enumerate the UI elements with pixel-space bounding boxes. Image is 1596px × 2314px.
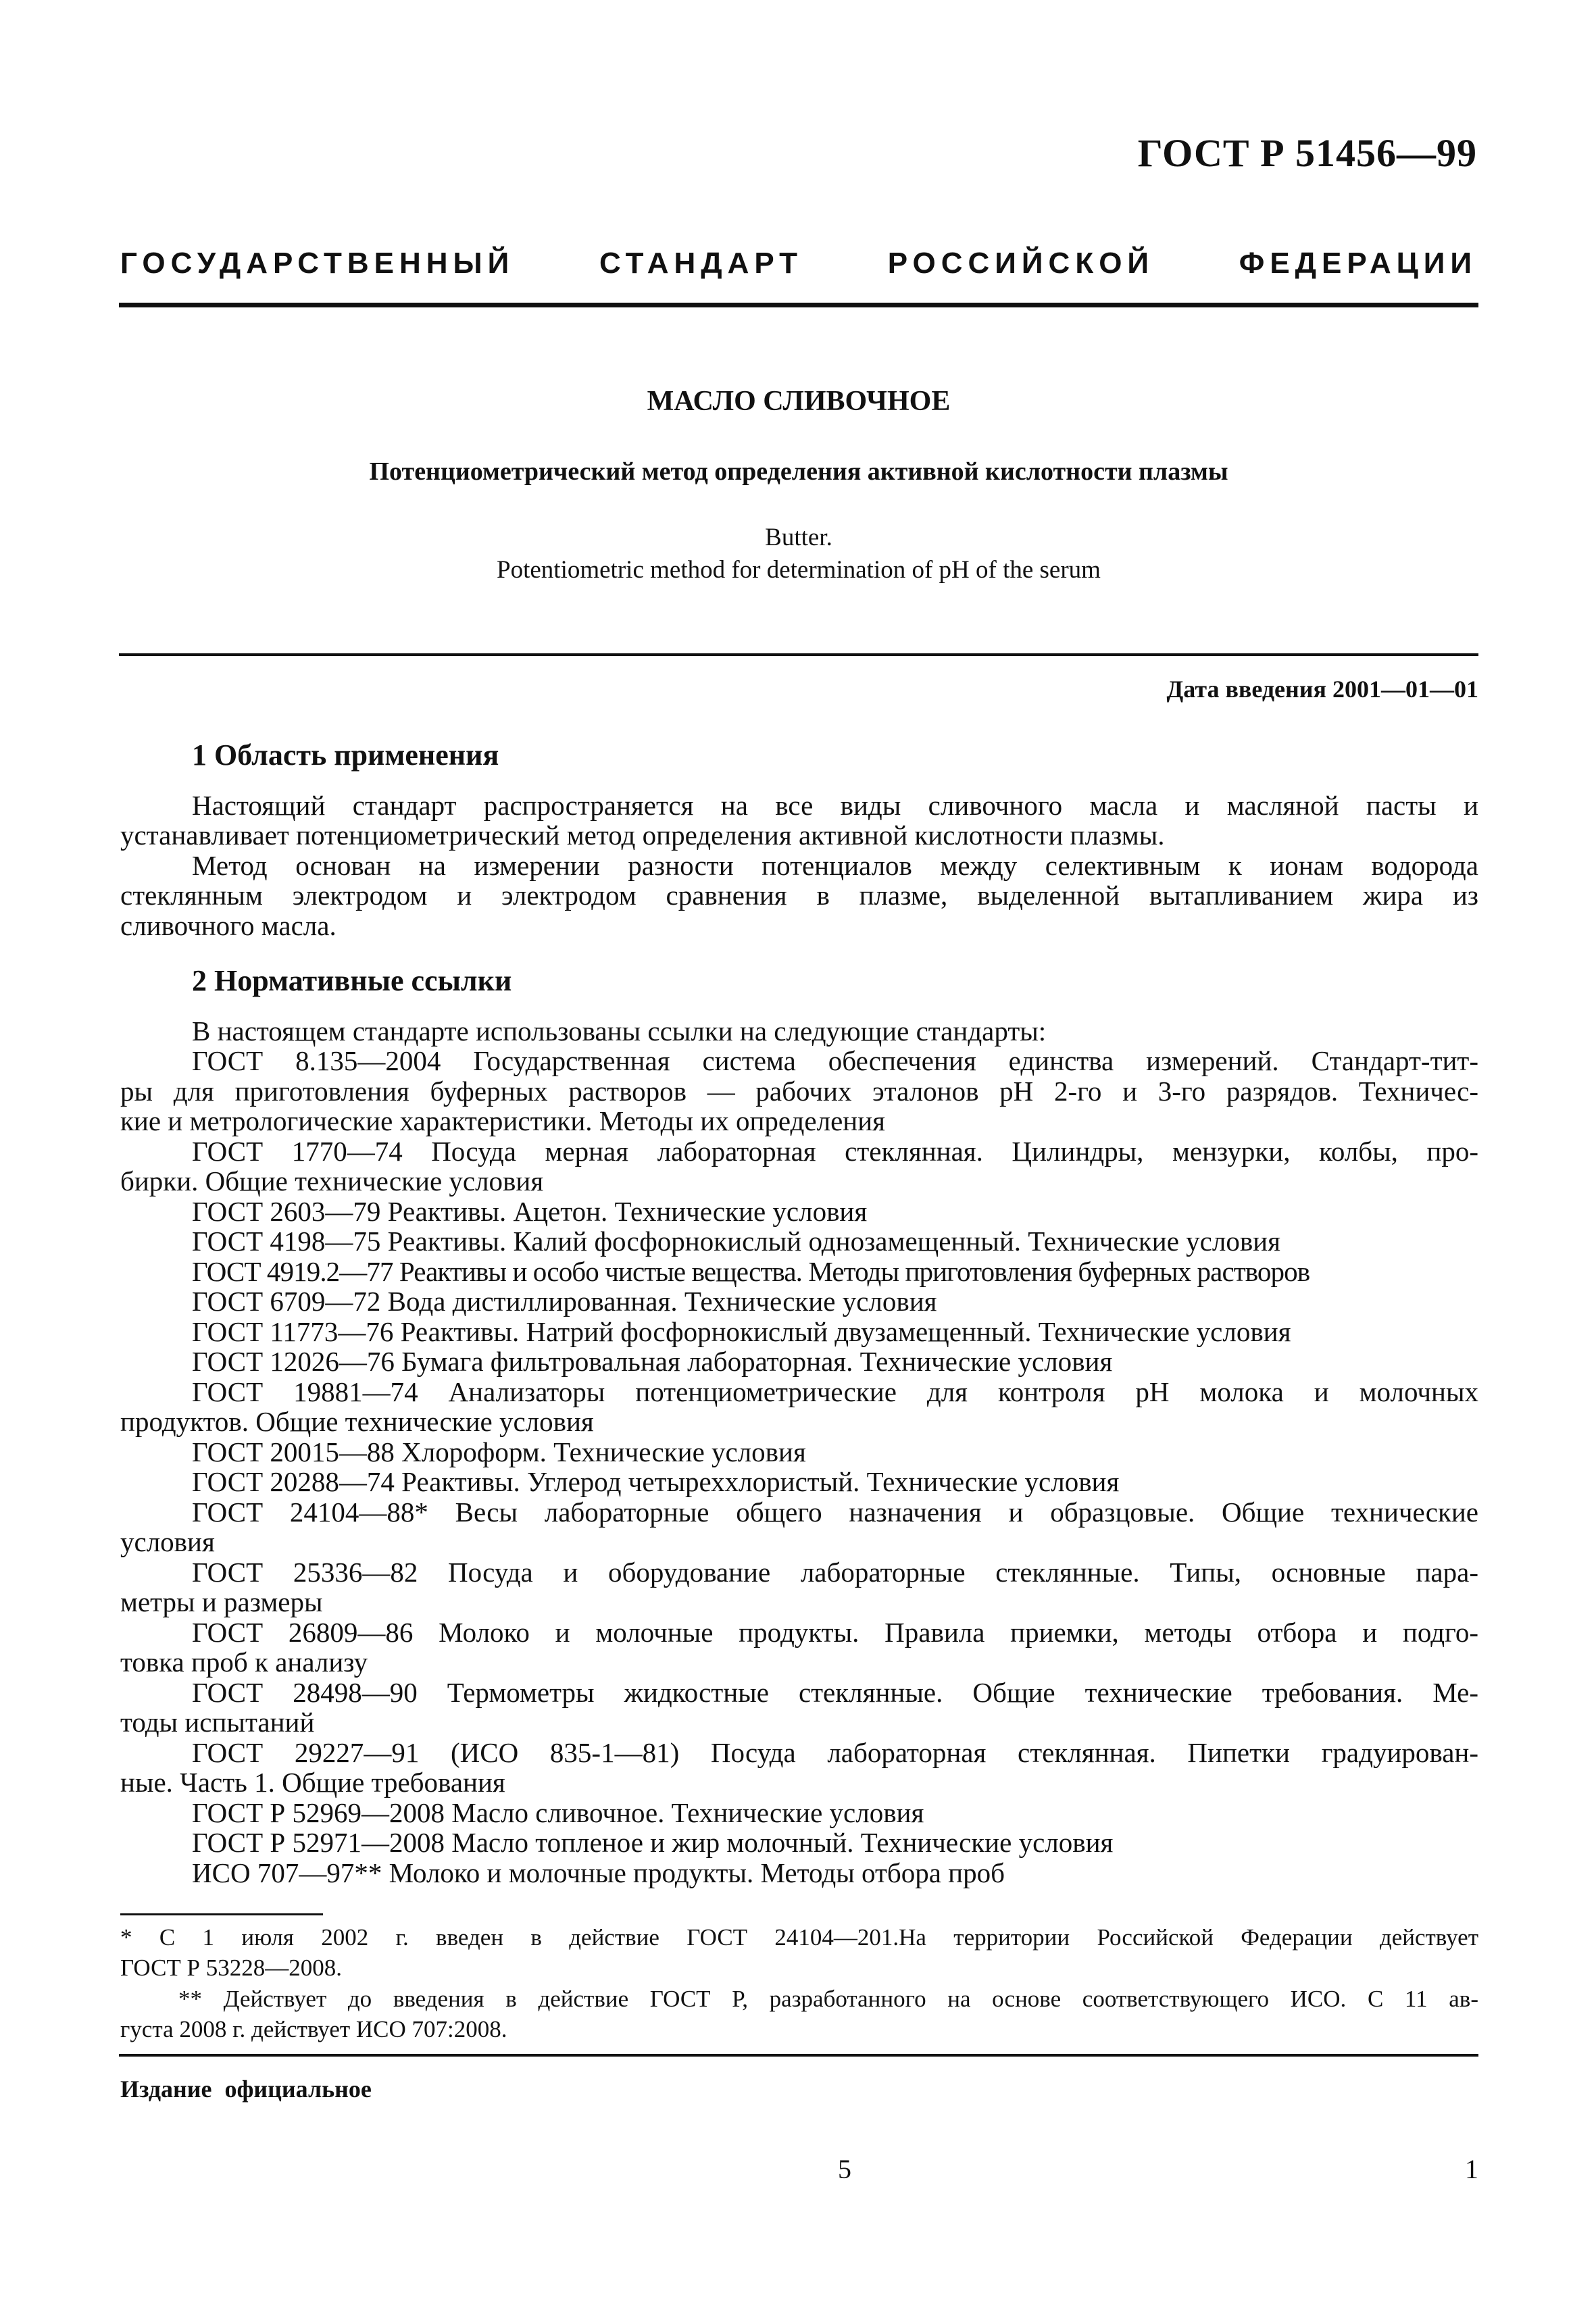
section-2-line: метры и размеры (120, 1586, 323, 1617)
section-2-line: ГОСТ 11773—76 Реактивы. Натрий фосфорнокислый двузамещенный. Технические условия (192, 1316, 1291, 1347)
section-2-line: ГОСТ 24104—88* Весы лабораторные общего назначения и образцовые. Общие технические (192, 1496, 1478, 1528)
section-2-line: ГОСТ 4919.2—77 Реактивы и особо чистые вещества. Методы приготовления буферных растворов (192, 1256, 1310, 1287)
section-2-line: ГОСТ 1770—74 Посуда мерная лабораторная стеклянная. Цилиндры, мензурки, колбы, про- (192, 1136, 1478, 1167)
introduction-date: Дата введения 2001—01—01 (1166, 676, 1478, 703)
section-2-line: ГОСТ 8.135—2004 Государственная система обеспечения единства измерений. Стандарт-тит- (192, 1045, 1478, 1076)
document-title: МАСЛО СЛИВОЧНОЕ (647, 386, 951, 417)
state-standard-heading: ГОСУДАРСТВЕННЫЙ СТАНДАРТ РОССИЙСКОЙ ФЕДЕРАЦИИ (120, 247, 1477, 280)
section-2-line: кие и метрологические характеристики. Методы их определения (120, 1105, 886, 1136)
english-title (119, 522, 1478, 586)
section-1-line: Метод основан на измерении разности потенциалов между селективным к ионам водорода (192, 850, 1478, 881)
title-divider (119, 653, 1478, 656)
section-2-line: тоды испытаний (120, 1707, 315, 1738)
section-2-line: ГОСТ Р 52969—2008 Масло сливочное. Технические условия (192, 1797, 924, 1828)
footer-divider (119, 2054, 1478, 2057)
section-2-line: ГОСТ 2603—79 Реактивы. Ацетон. Технические условия (192, 1196, 868, 1227)
document-number: ГОСТ Р 51456—99 (1137, 131, 1477, 175)
section-2-heading: 2 Нормативные ссылки (192, 964, 512, 997)
section-2-line: ГОСТ 20288—74 Реактивы. Углерод четыреххлористый. Технические условия (192, 1466, 1120, 1497)
section-2-line: ГОСТ 29227—91 (ИСО 835-1—81) Посуда лабораторная стеклянная. Пипетки градуирован- (192, 1737, 1478, 1768)
section-2-line: товка проб к анализу (120, 1646, 368, 1678)
page-number-right: 1 (1465, 2154, 1478, 2184)
section-2-line: ры для приготовления буферных растворов — рабочих эталонов pH 2-го и 3-го разрядов. Техничес- (120, 1076, 1478, 1107)
section-1-line: стеклянным электродом и электродом сравнения в плазме, выделенной вытапливанием жира из (120, 880, 1478, 911)
section-1-heading: 1 Область применения (192, 738, 499, 772)
document-subtitle: Потенциометрический метод определения активной кислотности плазмы (369, 457, 1228, 486)
footnote-line: ГОСТ Р 53228—2008. (120, 1955, 343, 1981)
section-2-line: ГОСТ 25336—82 Посуда и оборудование лабораторные стеклянные. Типы, основные пара- (192, 1557, 1478, 1588)
edition-label: Издание официальное (120, 2076, 372, 2103)
section-2-line: ГОСТ 28498—90 Термометры жидкостные стеклянные. Общие технические требования. Ме- (192, 1677, 1478, 1708)
section-2-line: ИСО 707—97** Молоко и молочные продукты. Методы отбора проб (192, 1857, 1005, 1888)
footnote-line: густа 2008 г. действует ИСО 707:2008. (120, 2016, 507, 2042)
footnote-line: * С 1 июля 2002 г. введен в действие ГОСТ 24104—201.На территории Российской Федерации действует (120, 1924, 1478, 1951)
section-2-line: ГОСТ 19881—74 Анализаторы потенциометрические для контроля pH молока и молочных (192, 1376, 1478, 1407)
section-2-line: ГОСТ 4198—75 Реактивы. Калий фосфорнокислый однозамещенный. Технические условия (192, 1226, 1280, 1257)
section-2-line: ГОСТ 20015—88 Хлороформ. Технические условия (192, 1436, 806, 1467)
footnote-separator (120, 1913, 323, 1915)
section-2-line: ГОСТ Р 52971—2008 Масло топленое и жир молочный. Технические условия (192, 1827, 1114, 1858)
header-divider (119, 303, 1478, 307)
english-title-line-2: Potentiometric method for determination of pH of the serum (497, 556, 1101, 584)
section-2-line: ГОСТ 12026—76 Бумага фильтровальная лабораторная. Технические условия (192, 1346, 1113, 1377)
english-title-line-1: Butter. (765, 524, 832, 551)
page-number-center: 5 (838, 2154, 851, 2184)
section-2-line: продуктов. Общие технические условия (120, 1406, 594, 1437)
section-1-line: Настоящий стандарт распространяется на все виды сливочного масла и масляной пасты и (192, 790, 1478, 821)
section-2-line: бирки. Общие технические условия (120, 1165, 544, 1197)
section-2-line: ГОСТ 6709—72 Вода дистиллированная. Технические условия (192, 1286, 937, 1317)
section-2-line: ГОСТ 26809—86 Молоко и молочные продукты. Правила приемки, методы отбора и подго- (192, 1617, 1478, 1648)
section-1-line: сливочного масла. (120, 910, 336, 941)
section-2-line: В настоящем стандарте использованы ссылки на следующие стандарты: (192, 1015, 1047, 1047)
section-2-line: ные. Часть 1. Общие требования (120, 1767, 505, 1798)
section-2-line: условия (120, 1526, 215, 1557)
section-1-line: устанавливает потенциометрический метод определения активной кислотности плазмы. (120, 820, 1165, 851)
footnote-line: ** Действует до введения в действие ГОСТ Р, разработанного на основе соответствующего ИСО. С 11 ав- (178, 1986, 1478, 2012)
